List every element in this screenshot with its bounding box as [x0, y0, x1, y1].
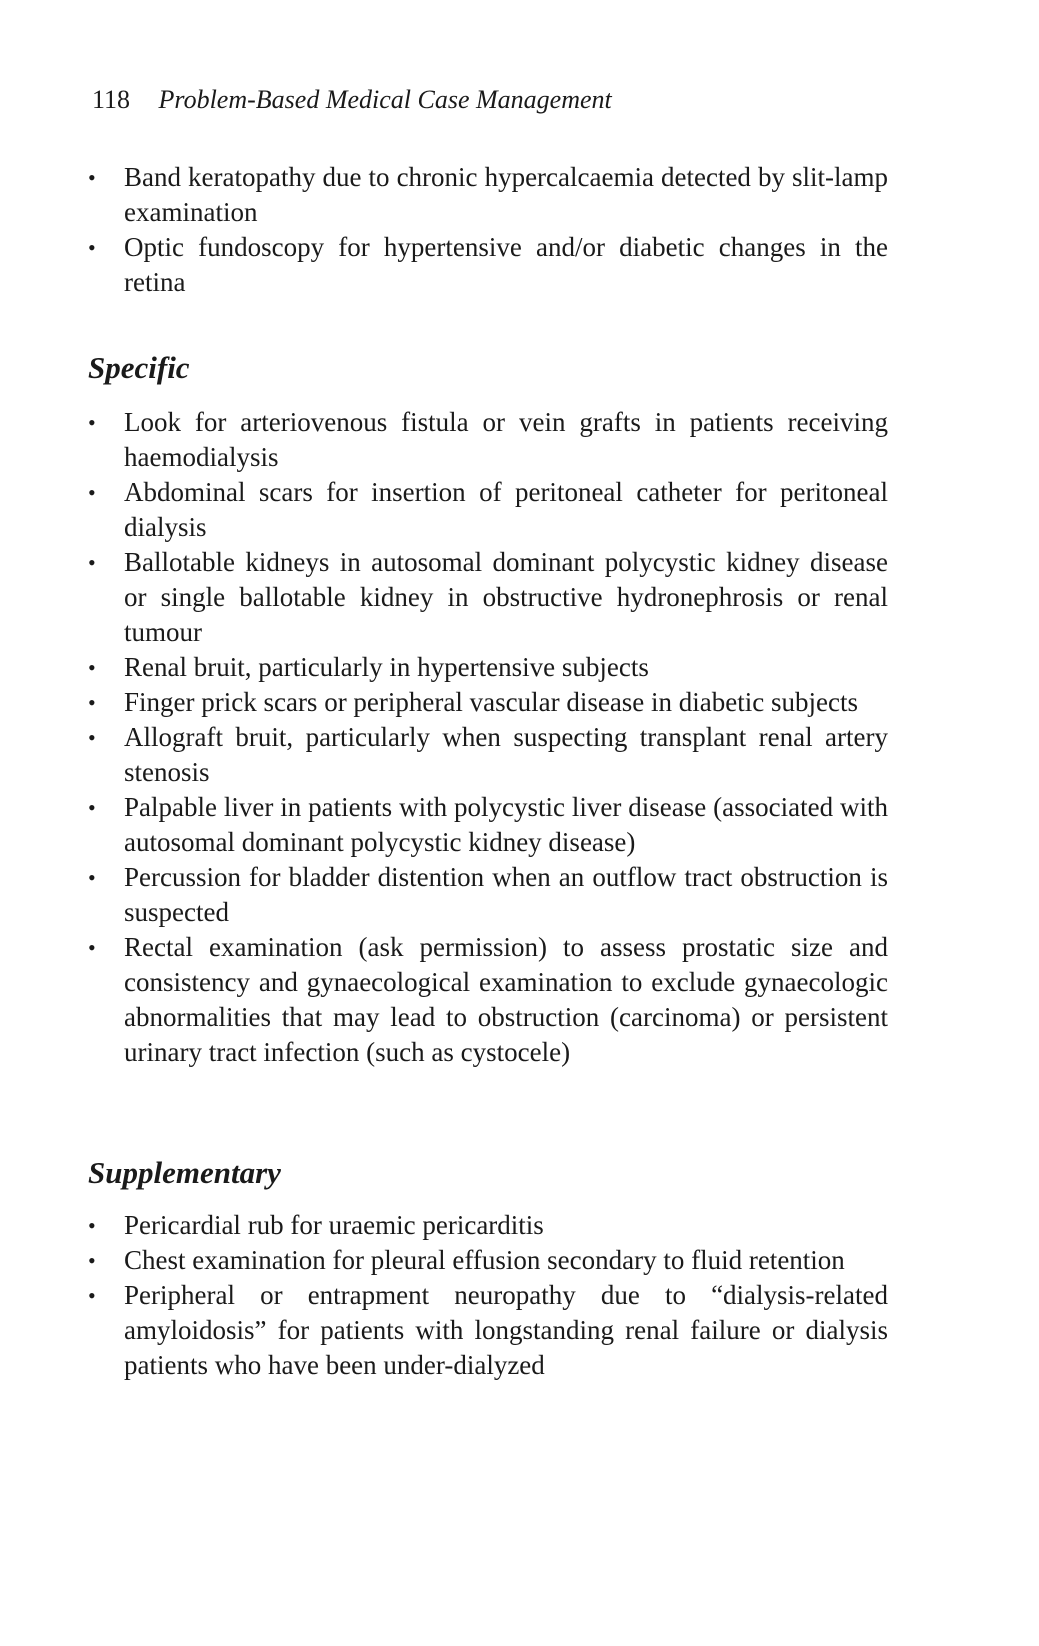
- list-item: [88, 860, 888, 930]
- bullet-icon: •: [88, 1248, 96, 1273]
- bullet-icon: •: [88, 1213, 96, 1238]
- running-head: [92, 84, 612, 116]
- bullet-icon: •: [88, 235, 96, 260]
- list-item-text: Ballotable kidneys in autosomal dominant polycystic kidney disease or single ballotable kidney in obstructive hydronephrosis or renal tumour: [124, 547, 888, 647]
- book-title: Problem-Based Medical Case Management: [158, 85, 612, 114]
- list-item: [88, 1243, 888, 1278]
- list-item-text: Look for arteriovenous fistula or vein grafts in patients receiving haemodialysis: [124, 407, 888, 472]
- bullet-icon: •: [88, 480, 96, 505]
- bullet-icon: •: [88, 935, 96, 960]
- page-number: 118: [92, 85, 131, 114]
- list-item: [88, 720, 888, 790]
- bullet-icon: •: [88, 655, 96, 680]
- bullet-icon: •: [88, 725, 96, 750]
- list-item-text: Peripheral or entrapment neuropathy due to “dialysis-related amyloidosis” for patients with longstanding renal failure or dialysis patients who have been under-dialyzed: [124, 1280, 888, 1380]
- bullet-icon: •: [88, 1283, 96, 1308]
- section-heading-supplementary: Supplementary: [88, 1155, 281, 1190]
- list-item-text: Allograft bruit, particularly when suspecting transplant renal artery stenosis: [124, 722, 888, 787]
- list-item-text: Pericardial rub for uraemic pericarditis: [124, 1210, 544, 1240]
- list-item: [88, 160, 888, 230]
- list-item-text: Optic fundoscopy for hypertensive and/or diabetic changes in the retina: [124, 232, 888, 297]
- bullet-icon: •: [88, 865, 96, 890]
- list-item: [88, 650, 888, 685]
- list-item: [88, 1278, 888, 1383]
- bullet-icon: •: [88, 410, 96, 435]
- list-item-text: Finger prick scars or peripheral vascular disease in diabetic subjects: [124, 687, 858, 717]
- specific-bullet-list: [88, 405, 888, 1070]
- bullet-icon: •: [88, 550, 96, 575]
- list-item-text: Chest examination for pleural effusion secondary to fluid retention: [124, 1245, 845, 1275]
- list-item: [88, 475, 888, 545]
- list-item: [88, 685, 888, 720]
- list-item-text: Abdominal scars for insertion of peritoneal catheter for peritoneal dialysis: [124, 477, 888, 542]
- bullet-icon: •: [88, 795, 96, 820]
- list-item-text: Palpable liver in patients with polycystic liver disease (associated with autosomal dominant polycystic kidney disease): [124, 792, 888, 857]
- section-heading-specific: Specific: [88, 350, 190, 385]
- list-item: [88, 1208, 888, 1243]
- list-item-text: Rectal examination (ask permission) to assess prostatic size and consistency and gynaecological examination to exclude gynaecologic abnormalities that may lead to obstruction (carcinoma) or persistent urinary tract infection (such as cystocele): [124, 932, 888, 1067]
- list-item-text: Percussion for bladder distention when an outflow tract obstruction is suspected: [124, 862, 888, 927]
- list-item: [88, 545, 888, 650]
- top-bullet-list: [88, 160, 888, 300]
- list-item: [88, 790, 888, 860]
- bullet-icon: •: [88, 690, 96, 715]
- supplementary-bullet-list: [88, 1208, 888, 1383]
- bullet-icon: •: [88, 165, 96, 190]
- list-item-text: Band keratopathy due to chronic hypercalcaemia detected by slit-lamp examination: [124, 162, 888, 227]
- list-item-text: Renal bruit, particularly in hypertensive subjects: [124, 652, 649, 682]
- list-item: [88, 405, 888, 475]
- list-item: [88, 930, 888, 1070]
- list-item: [88, 230, 888, 300]
